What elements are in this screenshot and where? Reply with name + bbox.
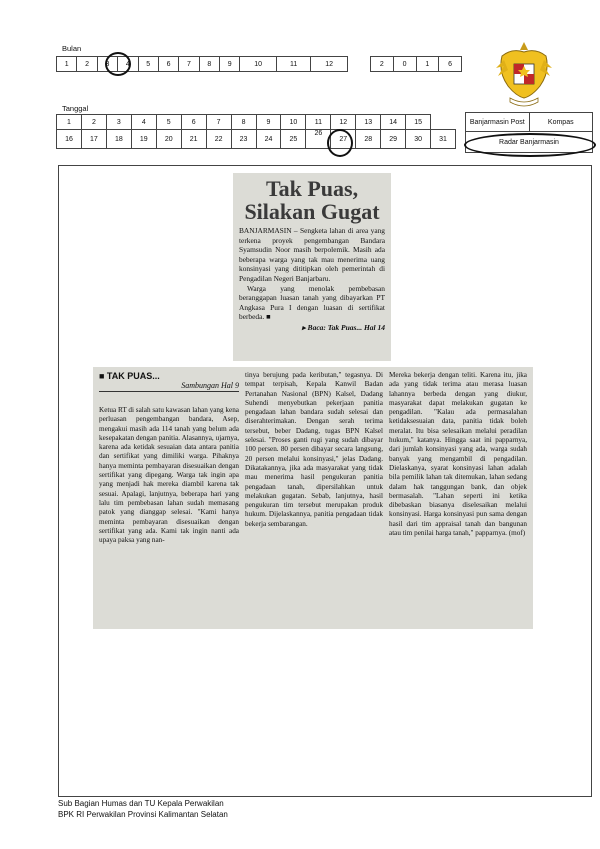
year-digit-cell: 0 [393, 57, 416, 72]
date-cell: 20 [156, 130, 181, 149]
date-cell: 14 [381, 115, 406, 130]
month-cell: 4 [118, 57, 138, 72]
month-cell: 5 [138, 57, 158, 72]
date-cell: 21 [181, 130, 206, 149]
lead-paragraph-1: BANJARMASIN – Sengketa lahan di area yang terkena proyek pengembangan Bandara Syamsudin Noor masih berpolemik. Masih ada beberapa warga yang tak mau menerima uang konsinyasi yang dititipkan oleh pemerintah di Pengadilan Negeri Banjarbaru. [239, 226, 385, 283]
footer-line-1: Sub Bagian Humas dan TU Kepala Perwakilan [58, 799, 224, 808]
media-kompas: Kompas [529, 113, 593, 132]
date-cell: 16 [57, 130, 82, 149]
date-cell: 2 [81, 115, 106, 130]
date-cell: 19 [131, 130, 156, 149]
date-cell: 13 [356, 115, 381, 130]
continuation-text-col2: tinya berujung pada keributan," tegasnya. Di tempat terpisah, Kepala Kanwil Badan Pertanahan Nasional (BPN) Kalsel, Dadang Suhendi menyebutkan pekerjaan panitia pengadaan lahan bandara sudah selesai dan diserahterimakan. Dengan serah terima tersebut, beber Dadang, tugas BPN Kalsel selesai. "Proses ganti rugi yang sudah dibayar 100 persen. 80 persen dibayar secara langsung, 20 persen melalui konsinyasi," jelas Dadang. Dikatakannya, jika ada masyarakat yang tidak mau menerima hasil pengukuran panitia pengadaan tanah, dipersilahkan untuk melakukan gugatan. Sebab, lanjutnya, hasil pengukuran tim tersebut merupakan produk hukum. Dijelaskannya, panitia pengadaan tidak bekerja sembarangan. [245, 371, 383, 528]
month-grid [56, 56, 348, 72]
month-cell: 8 [199, 57, 219, 72]
footer-line-2: BPK RI Perwakilan Provinsi Kalimantan Selatan [58, 810, 228, 819]
year-digit-cell: 1 [416, 57, 439, 72]
date-cell: 12 [331, 115, 356, 130]
month-cell: 9 [220, 57, 240, 72]
date-cell: 1 [57, 115, 82, 130]
date-cell: 27 [331, 130, 356, 149]
media-radar-banjarmasin: Radar Banjarmasin [466, 132, 593, 153]
date-cell: 9 [256, 115, 281, 130]
date-cell: 6 [181, 115, 206, 130]
continuation-column-1 [99, 371, 239, 545]
continuation-column-2 [245, 371, 383, 529]
date-cell: 4 [131, 115, 156, 130]
garuda-emblem-icon [494, 36, 554, 110]
month-cell: 7 [179, 57, 199, 72]
date-grid [56, 114, 456, 149]
lead-paragraph-2: Warga yang menolak pembebasan beranggapan luasan tanah yang dibayarkan PT Angkasa Pura I dengan luasan di sertifikat berbeda. ■ [239, 283, 385, 322]
headline-line2: Silakan Gugat [244, 199, 380, 224]
date-cell: 10 [281, 115, 306, 130]
date-cell: 18 [106, 130, 131, 149]
date-cell: 28 [356, 130, 381, 149]
year-grid [370, 56, 462, 72]
headline-line1: Tak Puas, [265, 176, 359, 201]
year-digit-cell: 6 [439, 57, 462, 72]
continuation-subtitle: Sambungan Hal 9 [99, 381, 239, 392]
month-cell: 12 [311, 57, 348, 72]
tanggal-label: Tanggal [62, 104, 89, 113]
month-cell: 3 [97, 57, 117, 72]
month-cell: 1 [57, 57, 77, 72]
bulan-label: Bulan [62, 44, 82, 53]
month-cell: 6 [158, 57, 178, 72]
date-cell: 15 [406, 115, 431, 130]
date-cell: 25 [281, 130, 306, 149]
date-cell: 24 [256, 130, 281, 149]
continuation-clipping [93, 367, 533, 629]
date-cell: 7 [206, 115, 231, 130]
date-cell: 17 [81, 130, 106, 149]
date-cell: 29 [381, 130, 406, 149]
continuation-text-col3: Mereka bekerja dengan teliti. Karena itu, jika ada yang tidak terima atau merasa luasan lahannya berbeda dengan yang diukur, masyarakat dapat melakukan gugatan ke pengadilan. "Kalau ada permasalahan ketidaksesuaian data, panitia tidak boleh meralat. Itu bisa selesaikan melalui peradilan hukum," katanya. Hingga saat ini papparnya, dari jumlah konsinyasi yang ada, warga sudah banyak yang mengambil di pengadilan. Dielaskanya, syarat konsinyasi lahan adalah bila pemilik lahan tak ditemukan, lahan sedang dalam hak tanggungan bank, dan objek bermasalah. "Lahan seperti ini ketika dibebaskan biasanya diselesaikan melalui konsinyasi. Harga konsinyasi pun sama dengan hasil dari tim appraisal tanah dan bangunan atau tim penilai harga tanah," papparnya. (mof) [389, 371, 527, 538]
date-cell: 22 [206, 130, 231, 149]
media-banjarmasin-post: Banjarmasin Post [466, 113, 530, 132]
year-digit-cell: 2 [371, 57, 394, 72]
date-cell: 5 [156, 115, 181, 130]
continuation-title: ■ TAK PUAS... [99, 371, 160, 381]
month-cell: 11 [276, 57, 310, 72]
continuation-column-3 [389, 371, 527, 538]
lead-clipping [233, 173, 391, 361]
date-cell: 3 [106, 115, 131, 130]
continuation-text-col1: Ketua RT di salah satu kawasan lahan yang kena perluasan pengembangan bandara, Asep, mengakui masih ada 114 tanah yang belum ada kesepakatan dengan panitia. Alasannya, ujarnya, karena ada ketidak sesuaian data antara panitia dan sertifikat yang dimiliki warga. Pihaknya hanya meminta pembayaran disesuaikan dengan sertifikat yang dipegang. Warga tak ingin apa yang menjadi hak mereka diambil karena tak sesuai. Apalagi, lanjutnya, beberapa hari yang lalu tim pembebasan lahan sudah memasang patok yang dianggap selesai. "Kami hanya meminta pembayaran disesuaikan dengan sertifikat yang ada. Kami tak ingin nanti ada upaya paksa yang nan- [99, 406, 239, 545]
lead-continuation-ref: ▸ Baca: Tak Puas... Hal 14 [301, 322, 385, 332]
date-cell: 23 [231, 130, 256, 149]
date-cell: 26 [306, 130, 331, 149]
selected-date-circle [327, 129, 353, 157]
selected-month-circle [105, 52, 131, 76]
month-cell: 2 [77, 57, 97, 72]
date-cell: 11 [306, 115, 331, 130]
date-cell: 30 [406, 130, 431, 149]
date-cell: 8 [231, 115, 256, 130]
month-cell: 10 [240, 57, 277, 72]
selected-media-ellipse [464, 133, 596, 157]
date-cell: 31 [431, 130, 456, 149]
